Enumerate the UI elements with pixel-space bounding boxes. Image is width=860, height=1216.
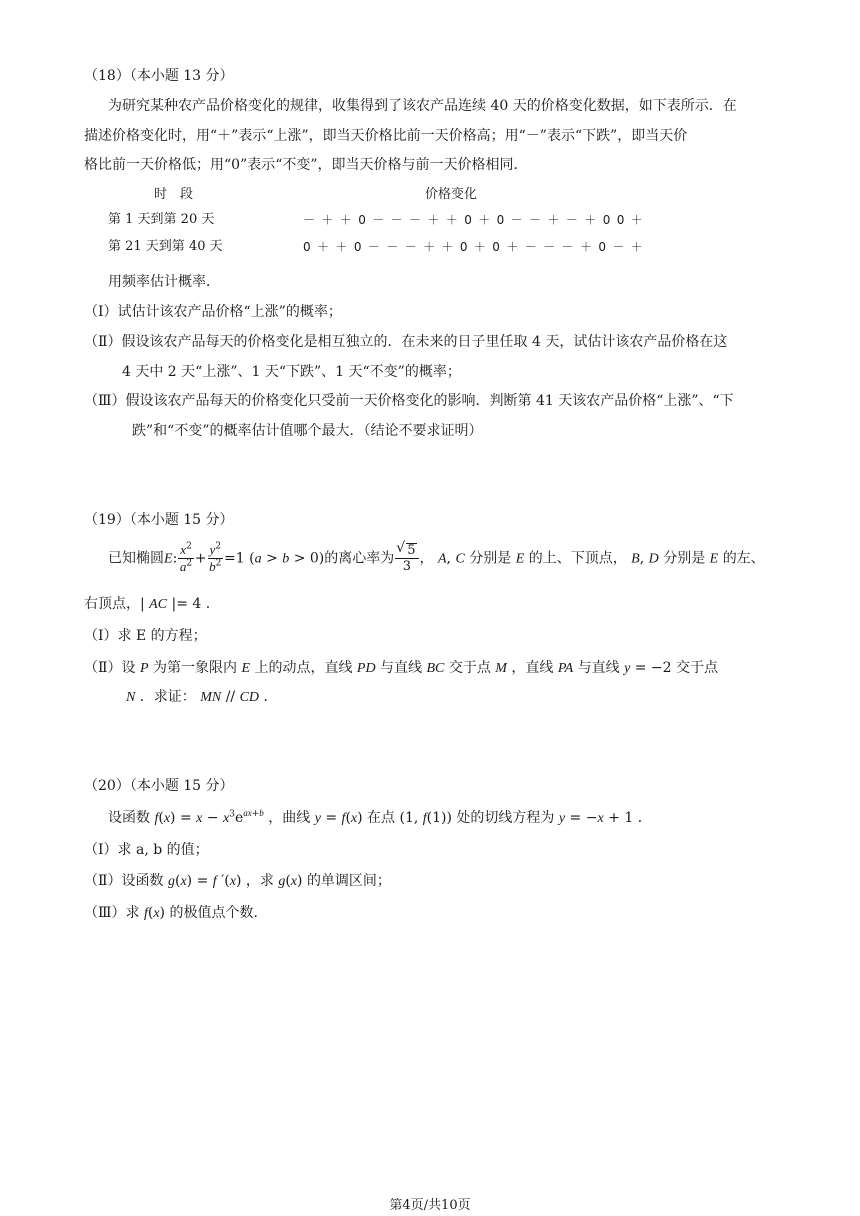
table-header-change: 价格变化 — [425, 187, 478, 202]
page-footer: 第4页/共10页 — [389, 1198, 471, 1213]
fraction-y2-b2: $\frac{y^2}{b^2}$ — [209, 541, 222, 574]
question-18-part-i: （Ⅰ）试估计该农产品价格“上涨”的概率； — [84, 304, 342, 320]
question-20-text-1: 设函数 $f(x) = x - x^3e^{ax+b}$ ，曲线 y = f(x) 在点 (1, f(1)) 处的切线方程为 y = −x + 1 ． — [108, 808, 652, 826]
question-19-part-i: （Ⅰ）求 E 的方程； — [84, 628, 207, 644]
question-18-part-iii-2: 跌”和“不变”的概率估计值哪个最大．（结论不要求证明） — [132, 423, 483, 439]
question-19-text-1: 已知椭圆E: $\frac{x^2}{a^2}$ + $\frac{y^2}{b^2}$ =1 (a > b > 0)的离心率为 √ $\frac{5}{3}$ ， A, C 分别是 E 的上、下顶点， B, D 分别是 E 的左、 — [108, 542, 765, 576]
fraction-x2-a2: $\frac{x^2}{a^2}$ — [179, 541, 193, 574]
question-20-part-i: （Ⅰ）求 a, b 的值； — [84, 842, 209, 858]
question-18-text-4: 用频率估计概率． — [108, 274, 220, 290]
question-18-header: （18）（本小题 13 分） — [84, 68, 234, 84]
question-18-part-ii-1: （Ⅱ）假设该农产品每天的价格变化是相互独立的．在未来的日子里任取 4 天，试估计该农产品价格在这 — [84, 334, 728, 350]
question-20-part-ii: （Ⅱ）设函数 g(x) = f ′(x) ，求 g(x) 的单调区间； — [84, 873, 391, 889]
question-18-text-3: 格比前一天价格低；用“0”表示“不变”，即当天价格与前一天价格相同． — [84, 157, 528, 173]
question-19-header: （19）（本小题 15 分） — [84, 512, 234, 528]
question-18-part-iii-1: （Ⅲ）假设该农产品每天的价格变化只受前一天价格变化的影响．判断第 41 天该农产品价格“上涨”、“下 — [84, 393, 734, 409]
question-20-part-iii: （Ⅲ）求 f(x) 的极值点个数． — [84, 905, 268, 921]
table-row-changes: 0＋＋0－－－＋＋0＋0＋－－－＋0－＋ — [303, 240, 650, 254]
table-row-period: 第 1 天到第 20 天 — [108, 212, 215, 227]
table-row-changes: －＋＋0－－－＋＋0＋0－－＋－＋00＋ — [303, 213, 650, 227]
question-20-header: （20）（本小题 15 分） — [84, 778, 234, 794]
question-18-text-2: 描述价格变化时，用“＋”表示“上涨”，即当天价格比前一天价格高；用“－”表示“下跌”，即当天价 — [84, 128, 688, 144]
question-18-part-ii-2: 4 天中 2 天“上涨”、1 天“下跌”、1 天“不变”的概率； — [122, 364, 461, 380]
question-19-part-ii-1: （Ⅱ）设 P 为第一象限内 E 上的动点，直线 PD 与直线 BC 交于点 M ，直线 PA 与直线 y = −2 交于点 — [84, 660, 719, 676]
question-19-text-2: 右顶点，| AC |= 4 . — [84, 596, 211, 612]
question-19-part-ii-2: N ．求证： MN // CD ． — [126, 689, 278, 705]
table-row-period: 第 21 天到第 40 天 — [108, 239, 223, 254]
question-18-text-1: 为研究某种农产品价格变化的规律，收集得到了该农产品连续 40 天的价格变化数据，如下表所示．在 — [108, 98, 737, 114]
fraction-sqrt5-3: √ $\frac{5}{3}$ — [395, 543, 418, 574]
table-header-period: 时 段 — [154, 187, 194, 202]
